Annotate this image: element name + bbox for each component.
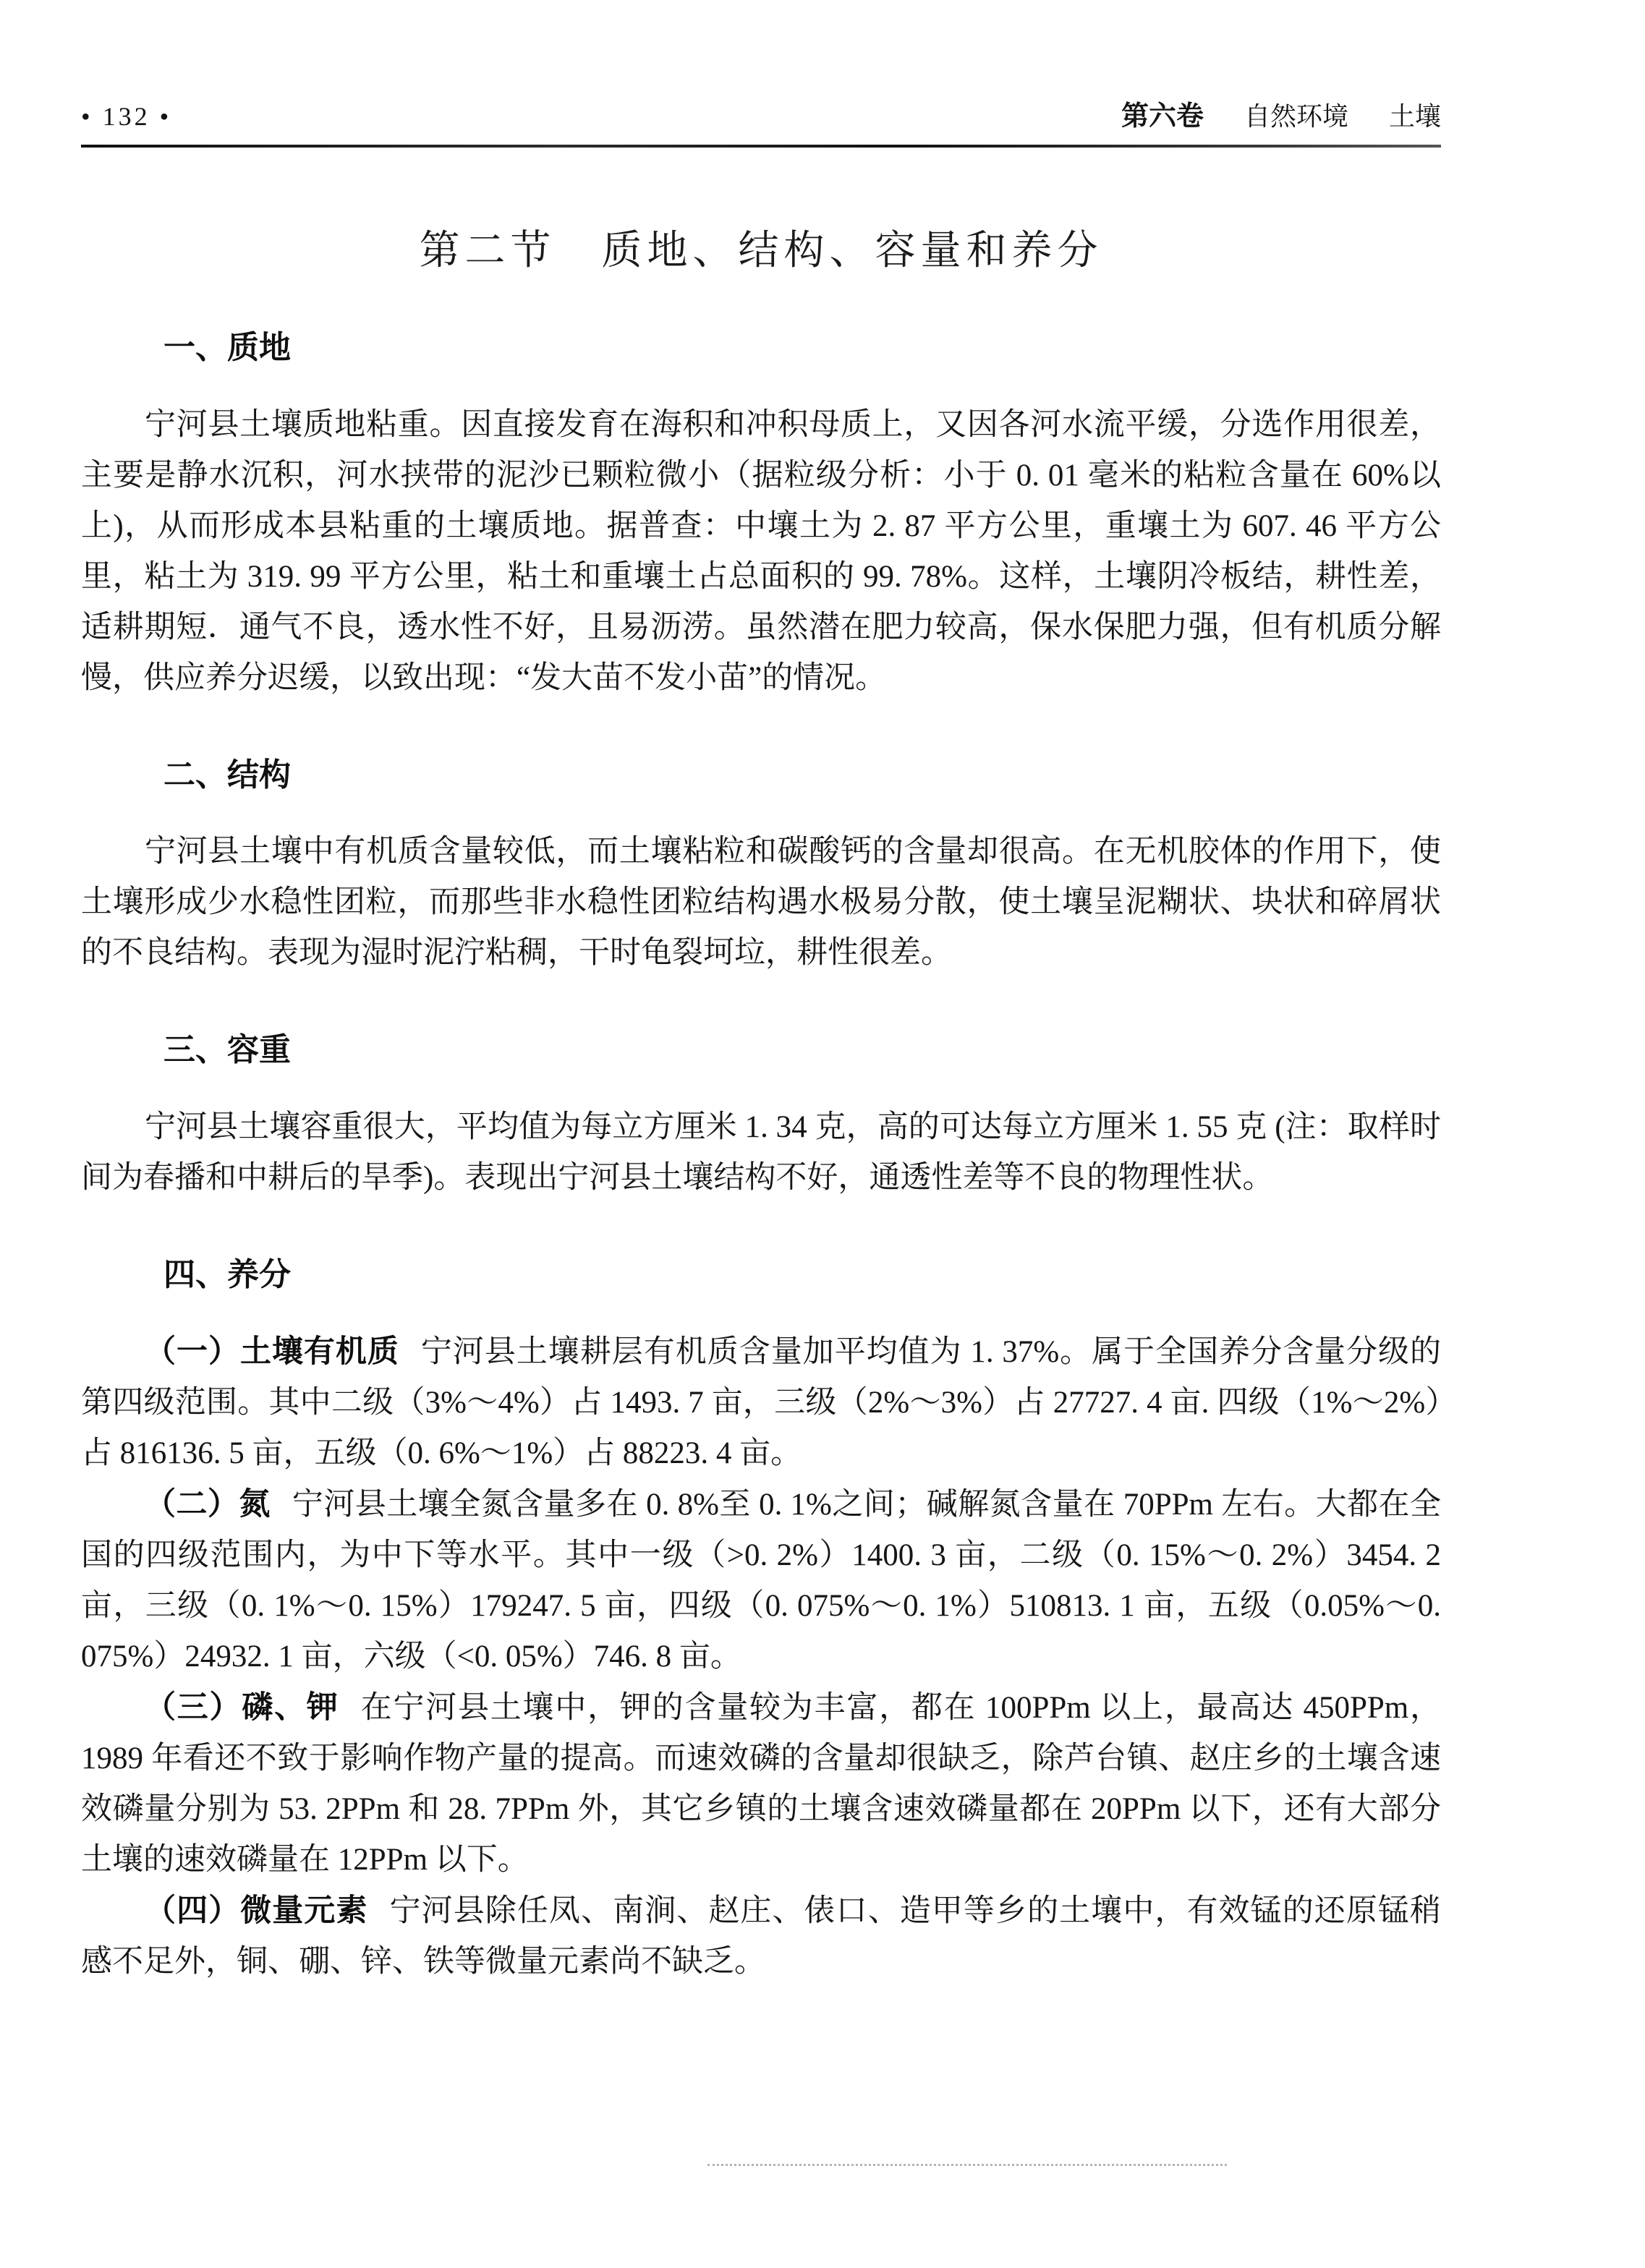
nutrients-item-nitrogen-lead: （二）氮	[145, 1487, 271, 1522]
section-heading-nutrients: 四、养分	[163, 1256, 291, 1292]
page-number: • 132 •	[81, 102, 172, 131]
section-heading-bulk-density: 三、容重	[163, 1032, 291, 1068]
running-head-volume: 第六卷	[1121, 101, 1204, 132]
nutrients-item-organic-matter	[81, 1326, 1441, 1479]
nutrients-item-organic-matter-lead: （一）土壤有机质	[145, 1334, 399, 1370]
section-bulk-density-paragraph: 宁河县土壤容重很大，平均值为每立方厘米 1. 34 克，高的可达每立方厘米 1. 55 克 (注：取样时间为春播和中耕后的旱季)。表现出宁河县土壤结构不好，通透性差等不良的物理性状。	[81, 1109, 1441, 1195]
page-header	[81, 103, 1441, 130]
section-structure-paragraph: 宁河县土壤中有机质含量较低，而土壤粘粒和碳酸钙的含量却很高。在无机胶体的作用下，使土壤形成少水稳性团粒，而那些非水稳性团粒结构遇水极易分散，使土壤呈泥糊状、块状和碎屑状的不良结构。表现为湿时泥泞粘稠，干时龟裂坷垃，耕性很差。	[81, 835, 1441, 971]
nutrients-item-phosphorus-potassium-lead: （三）磷、钾	[145, 1690, 339, 1726]
section-heading-structure: 二、结构	[163, 756, 291, 793]
running-head-category: 自然环境	[1244, 102, 1348, 131]
header-rule	[81, 145, 1441, 148]
nutrients-item-trace-elements	[81, 1885, 1441, 1987]
running-head	[1121, 103, 1441, 130]
running-head-topic: 土壤	[1388, 102, 1441, 131]
nutrients-item-organic-matter-text: 宁河县土壤耕层有机质含量加平均值为 1. 37%。属于全国养分含量分级的第四级范围。其中二级（3%～4%）占 1493. 7 亩，三级（2%～3%）占 27727. 4 亩. 四级（1%～2%）占 816136. 5 亩，五级（0. 6%～1%）占 88223. 4 亩。	[81, 1335, 1441, 1471]
nutrients-item-nitrogen-text: 宁河县土壤全氮含量多在 0. 8%至 0. 1%之间；碱解氮含量在 70PPm 左右。大都在全国的四级范围内，为中下等水平。其中一级（>0. 2%）1400. 3 亩，二级（0. 15%～0. 2%）3454. 2 亩，三级（0. 1%～0. 15%）179247. 5 亩，四级（0. 075%～0. 1%）510813. 1 亩，五级（0.05%～0. 075%）24932. 1 亩，六级（<0. 05%）746. 8 亩。	[81, 1488, 1441, 1674]
page-title: 第二节 质地、结构、容量和养分	[419, 229, 1103, 273]
scan-noise-artifact	[707, 2164, 1227, 2166]
nutrients-item-trace-elements-lead: （四）微量元素	[145, 1893, 368, 1929]
nutrients-item-nitrogen	[81, 1479, 1441, 1682]
nutrients-item-phosphorus-potassium	[81, 1682, 1441, 1885]
nutrients-item-trace-elements-text: 宁河县除任凤、南涧、赵庄、俵口、造甲等乡的土壤中，有效锰的还原锰稍感不足外，铜、硼、锌、铁等微量元素尚不缺乏。	[81, 1894, 1442, 1979]
section-heading-texture: 一、质地	[163, 330, 291, 365]
nutrients-item-phosphorus-potassium-text: 在宁河县土壤中，钾的含量较为丰富，都在 100PPm 以上，最高达 450PPm，1989 年看还不致于影响作物产量的提高。而速效磷的含量却很缺乏，除芦台镇、赵庄乡的土壤含速效磷量分别为 53. 2PPm 和 28. 7PPm 外，其它乡镇的土壤含速效磷量都在 20PPm 以下，还有大部分土壤的速效磷量在 12PPm 以下。	[81, 1691, 1441, 1877]
section-texture-paragraph: 宁河县土壤质地粘重。因直接发育在海积和冲积母质上，又因各河水流平缓，分选作用很差，主要是静水沉积，河水挟带的泥沙已颗粒微小（据粒级分析：小于 0. 01 毫米的粘粒含量在 60%以上)，从而形成本县粘重的土壤质地。据普查：中壤土为 2. 87 平方公里，重壤土为 607. 46 平方公里，粘土为 319. 99 平方公里，粘土和重壤土占总面积的 99. 78%。这样，土壤阴冷板结，耕性差，适耕期短．通气不良，透水性不好，且易沥涝。虽然潜在肥力较高，保水保肥力强，但有机质分解慢，供应养分迟缓，以致出现：“发大苗不发小苗”的情况。	[81, 407, 1441, 695]
